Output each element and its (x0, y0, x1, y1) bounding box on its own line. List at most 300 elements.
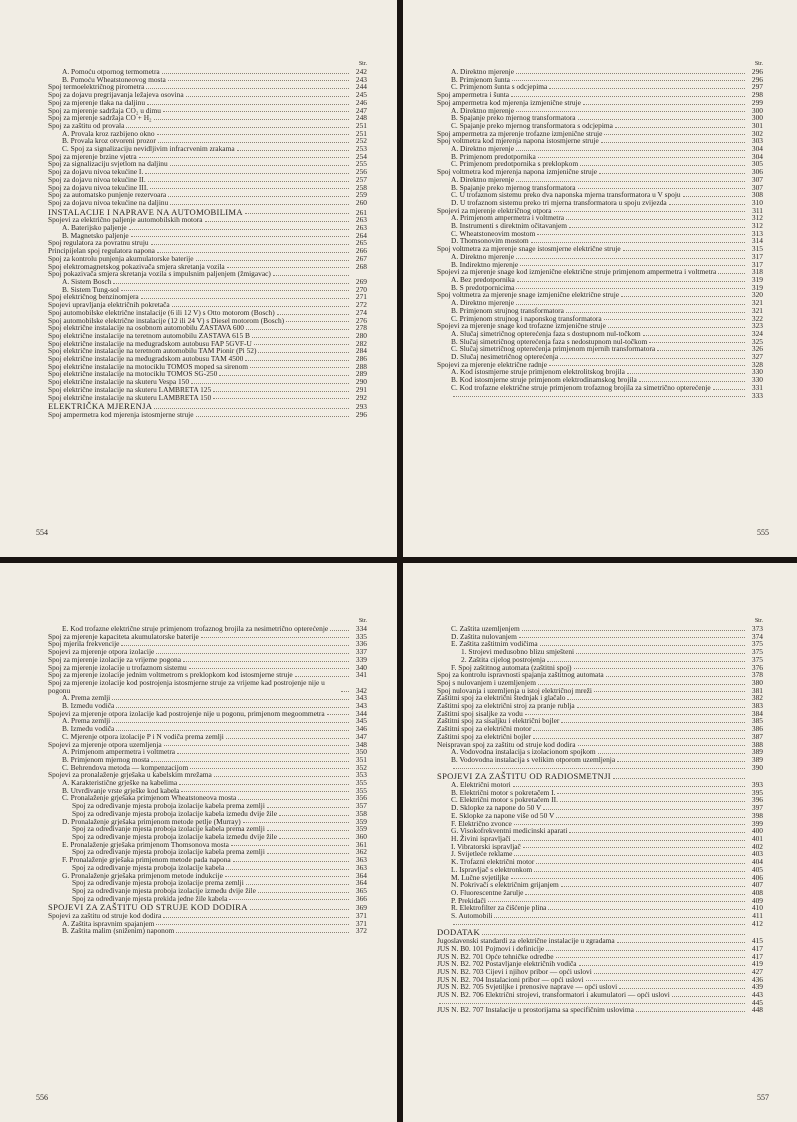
entry-title: B. Primjenom šunta (451, 74, 510, 84)
entry-page: 268 (355, 261, 367, 271)
dot-leader (601, 142, 745, 143)
dot-leader (163, 111, 349, 112)
dot-leader (158, 142, 349, 143)
dot-leader (238, 799, 349, 800)
dot-leader (649, 342, 745, 343)
entry-page: 371 (355, 918, 367, 928)
entry-page: 353 (355, 770, 367, 780)
dot-leader (516, 304, 745, 305)
dot-leader (225, 876, 349, 877)
entry-page: 320 (751, 290, 763, 300)
dot-leader (514, 824, 745, 825)
dot-leader (190, 768, 349, 769)
entry-title: C. Električni motor s pokretačem II. (451, 795, 558, 805)
entry-page: 274 (355, 307, 367, 317)
entry-title: Spoj za dojavu nivoa tekućine II. (48, 174, 146, 184)
entry-page: 292 (355, 392, 367, 402)
entry-title: B. Instrumenti s direktnim očitavanjem (451, 221, 567, 231)
entry-title: Spoj s nulovanjem i uzemljenjem (437, 677, 536, 687)
dot-leader (213, 398, 349, 399)
entry-title: Spojevi za pronalaženje grješaka u kabelskim mrežama (48, 770, 212, 780)
entry-page: 405 (751, 864, 763, 874)
entry-title: Spoj voltmetra kod mjerenja napona izmjenične struje (437, 167, 598, 177)
entry-page: 307 (751, 174, 763, 184)
entry-title: B. Provala kroz otvoreni prozor (62, 136, 156, 146)
entry-title: Spoj termoelektričnog pirometra (48, 82, 145, 92)
toc-entry (48, 895, 367, 903)
entry-title: C. Spoj za signalizaciju nevidljivim infracrvenim zrakama (62, 144, 235, 154)
dot-leader (168, 80, 349, 81)
entry-title: D. Pronalaženje grješaka primjenom metode petlje (Murray) (62, 816, 241, 826)
entry-page: 306 (751, 167, 763, 177)
dot-leader (636, 1011, 745, 1012)
dot-leader (516, 73, 745, 74)
dot-leader (150, 188, 349, 189)
entry-title: Spojevi za mjerenje električnog otpora (437, 205, 552, 215)
entry-title: C. Mjerenje otpora izolacije P i N vodiča prema zemlji (62, 731, 224, 741)
page-number: 554 (36, 528, 48, 537)
entry-title: Spoj električne instalacije na motociklu TOMOS SG-250 (48, 369, 218, 379)
entry-page: 263 (355, 215, 367, 225)
entry-title: P. Prekidači (451, 895, 486, 905)
entry-page: 322 (751, 313, 763, 323)
entry-title: Spoj za dojavu pregrijavanja ležajeva osovina (48, 90, 184, 100)
entry-page: 345 (355, 716, 367, 726)
entry-page: 314 (751, 236, 763, 246)
entry-title: Spoj električnog benzinomjera (48, 292, 139, 302)
page-556 (0, 563, 397, 1122)
toc-entry (437, 764, 763, 772)
dot-leader (191, 383, 349, 384)
entry-page: 291 (355, 384, 367, 394)
entry-page: 317 (751, 251, 763, 261)
dot-leader (578, 188, 745, 189)
entry-title: Spoj elektromagnetskog pokazivača smjera skretanja vozila (48, 261, 225, 271)
dot-leader (214, 776, 349, 777)
entry-title: Spoj električne instalacije na motociklu TOMOS moped sa sirenom (48, 361, 249, 371)
entry-title: F. Pronalaženje grješaka primjenom metode pada napona (62, 855, 231, 865)
toc-list (48, 617, 367, 935)
toc-entry (437, 756, 763, 764)
dot-leader (513, 786, 745, 787)
entry-title: E. Pronalaženje grješaka primjenom Thomsonova mosta (62, 839, 229, 849)
entry-page: 272 (355, 300, 367, 310)
entry-title: A. Pomoću otpornog termometra (62, 67, 160, 76)
dot-leader (580, 165, 745, 166)
dot-leader (172, 306, 349, 307)
entry-title: B. Magnetsko paljenje (62, 230, 129, 240)
dot-leader (537, 234, 745, 235)
dot-leader (482, 934, 745, 935)
dot-leader (246, 884, 349, 885)
entry-title: B. S predotpornicima (451, 282, 515, 292)
entry-page: 411 (752, 911, 763, 921)
entry-title: C. Pronalaženje grješaka primjenom Wheatstoneova mosta (62, 793, 237, 803)
entry-title: Neispravan spoj za zaštitu od struje kod dodira (437, 739, 576, 749)
dot-leader (604, 134, 745, 135)
dot-leader (246, 329, 349, 330)
entry-title: G. Pronalaženje grješaka primjenom metode indukcije (62, 870, 223, 880)
dot-leader (538, 684, 745, 685)
entry-title: N. Pokrivači s električnim grijanjem (451, 880, 559, 890)
entry-page: 373 (751, 624, 763, 633)
dot-leader (113, 283, 349, 284)
entry-title: JUS N. B2. 703 Cijevi i njihov pribor — opći uslovi (437, 966, 592, 976)
dot-leader (549, 365, 745, 366)
dot-leader (598, 753, 745, 754)
entry-title: JUS N. B2. 704 Instalacioni pribor — opći uslovi (437, 974, 584, 984)
entry-title: INSTALACIJE I NAPRAVE NA AUTOMOBILIMA (48, 206, 243, 217)
dot-leader (556, 957, 745, 958)
dot-leader (583, 104, 745, 105)
dot-leader (170, 204, 349, 205)
entry-title: D. U trofaznom sistemu preko tri mjerna transformatora u spoju zvijezda (451, 197, 667, 207)
entry-title: Spojevi za mjerenje otpora izolacije kad postrojenje nije u pogonu, primjenom megoommetra (48, 708, 325, 718)
entry-title: M. Lučne svjetiljke (451, 872, 509, 882)
entry-page: 288 (355, 361, 367, 371)
dot-leader (129, 229, 349, 230)
entry-title: Spoj za mjerenje kapaciteta akumulatorske baterije (48, 631, 199, 641)
entry-page: 301 (751, 120, 763, 130)
entry-page: 254 (355, 151, 367, 161)
dot-leader (183, 661, 349, 662)
entry-title: JUS N. B2. 705 Svjetiljke i prenosive naprave — opći uslovi (437, 982, 618, 992)
dot-leader (594, 691, 745, 692)
entry-page: 330 (751, 375, 763, 385)
entry-page: 243 (355, 74, 367, 84)
entry-page: 409 (751, 895, 763, 905)
entry-page: 303 (751, 136, 763, 146)
entry-page: 341 (355, 670, 367, 680)
entry-title: A. Sistem Bosch (62, 276, 112, 286)
dot-leader (156, 924, 349, 925)
entry-title: Spoj električne instalacije na skuteru Vespa 150 (48, 377, 190, 387)
dot-leader (531, 242, 745, 243)
dot-leader (514, 855, 745, 856)
entry-page: 363 (355, 855, 367, 865)
page-554 (0, 0, 397, 557)
entry-page: 359 (355, 816, 367, 826)
toc-list (437, 617, 763, 1014)
entry-title: Spoj za određivanje mjesta proboja izolacije prema zemlji (72, 878, 244, 888)
entry-page: 410 (751, 903, 763, 913)
entry-page: 312 (751, 221, 763, 231)
entry-title: JUS N. B0. 101 Pojmovi i definicije (437, 943, 545, 953)
entry-page: 393 (751, 780, 763, 790)
entry-title: JUS N. B2. 706 Električni strojevi, transformatori i akumulatori — opći uslovi (437, 990, 670, 1000)
dot-leader (520, 265, 745, 266)
entry-page: 251 (355, 128, 367, 138)
entry-page: 248 (355, 113, 367, 123)
entry-title: A. Električni motori (451, 780, 511, 790)
entry-title: H. Živini ispravljači (451, 833, 511, 843)
entry-page: 260 (355, 197, 367, 207)
entry-page: 364 (355, 870, 367, 880)
dot-leader (516, 181, 745, 182)
dot-leader (516, 288, 745, 289)
toc-entry (48, 199, 367, 207)
entry-title: Spoj voltmetra za mjerenje snage istosmjerne električne struje (437, 244, 621, 254)
entry-title: JUS N. B2. 701 Opće tehničke odredbe (437, 951, 554, 961)
dot-leader (639, 381, 745, 382)
entry-title: A. Primjenom ampermetra i voltmetra (451, 213, 565, 223)
entry-title: Spoj za automatsko punjenje rezervoara (48, 190, 167, 200)
dot-leader (273, 275, 349, 276)
entry-title: L. Ispravljač s elektronkom (451, 864, 533, 874)
entry-page: 382 (751, 693, 763, 703)
entry-title: C. Primjenom predotpornika s preklopkom (451, 159, 579, 169)
dot-leader (567, 699, 745, 700)
dot-leader (516, 150, 745, 151)
entry-page: 252 (355, 136, 367, 146)
entry-title: I. Vibratorski ispravljač (451, 841, 521, 851)
dot-leader (606, 676, 745, 677)
dot-leader (525, 894, 745, 895)
entry-page: 427 (751, 966, 763, 976)
dot-leader (657, 350, 745, 351)
entry-page: 278 (355, 323, 367, 333)
entry-title: Spoj za kontrolu punjenja akumulatorske baterije (48, 253, 194, 263)
entry-title: Spoj automobilske električne instalacije (12 ili 24 V) s Diesel motorom (Bosch) (48, 315, 285, 325)
dot-leader (177, 753, 349, 754)
entry-page: 445 (751, 997, 763, 1007)
entry-title: Spoj za mjerenje tlaka na daljinu (48, 97, 146, 107)
entry-page: 357 (355, 801, 367, 811)
entry-page: 371 (355, 911, 367, 921)
entry-page: 340 (355, 662, 367, 672)
dot-leader (176, 932, 349, 933)
entry-page: 263 (355, 223, 367, 233)
dot-leader (252, 337, 349, 338)
dot-leader (617, 942, 745, 943)
entry-title: B. Između vodiča (62, 701, 115, 711)
page-number: 555 (757, 528, 769, 537)
dot-leader (186, 96, 349, 97)
entry-title: A. Karakteristične grješke na kabelima (62, 778, 178, 788)
dot-leader (189, 668, 349, 669)
entry-page: 308 (751, 190, 763, 200)
entry-page: 265 (355, 238, 367, 248)
entry-page: 395 (751, 787, 763, 797)
str-column-label: Str. (754, 61, 763, 67)
entry-page: 375 (751, 647, 763, 657)
entry-page: 321 (751, 305, 763, 315)
entry-title: A. Direktno mjerenje (451, 67, 515, 76)
dot-leader (561, 886, 745, 887)
entry-page: 267 (355, 253, 367, 263)
dot-leader (546, 950, 745, 951)
dot-leader (533, 730, 745, 731)
entry-title: R. Elektrofilter za čišćenje plina (451, 903, 547, 913)
dot-leader (126, 127, 349, 128)
dot-leader (548, 909, 745, 910)
dot-leader (536, 863, 745, 864)
entry-title: C. Spajanje preko mjernog transformatora s odcjepima (451, 120, 613, 130)
entry-page: 390 (751, 762, 763, 772)
entry-title: C. Primjenom šunta s odcjepima (451, 82, 548, 92)
dot-leader (569, 832, 745, 833)
dot-leader (279, 838, 349, 839)
dot-leader (157, 134, 349, 135)
entry-title: G. Visokofrekventni medicinski aparati (451, 826, 568, 836)
dot-leader (561, 722, 745, 723)
entry-title: C. Wheatstoneovim mostom (451, 228, 536, 238)
entry-page: 244 (355, 82, 367, 92)
entry-title: Spojevi upravljanja električnih pokretača (48, 300, 170, 310)
dot-leader (163, 917, 349, 918)
toc-entry (437, 1006, 763, 1014)
entry-page: 317 (751, 259, 763, 269)
entry-page: 326 (751, 344, 763, 354)
dot-leader (516, 258, 745, 259)
entry-page: 246 (355, 97, 367, 107)
str-column-label: Str. (358, 61, 367, 67)
entry-page: 297 (751, 82, 763, 92)
dot-leader (179, 784, 349, 785)
entry-page: 404 (751, 857, 763, 867)
entry-page: 363 (355, 862, 367, 872)
dot-leader (453, 924, 745, 925)
entry-page: 337 (355, 647, 367, 657)
entry-title: A. Zaštita ispravnim spajanjem (62, 918, 155, 928)
entry-title: Spoj za mjerenje sadržaja CO₂ u dimu (48, 105, 161, 115)
entry-page: 251 (355, 120, 367, 130)
dot-leader (254, 344, 349, 345)
dot-leader (604, 319, 745, 320)
entry-title: Spoj mjerila frekvencije (48, 639, 120, 649)
dot-leader (154, 408, 349, 409)
dot-leader (151, 244, 349, 245)
dot-leader (145, 173, 349, 174)
entry-page: 347 (355, 731, 367, 741)
entry-title: S. Automobili (451, 911, 493, 921)
entry-title: B. Sistem Tung-sol (62, 284, 119, 294)
entry-page: 343 (355, 701, 367, 711)
entry-title: SPOJEVI ZA ZAŠTITU OD RADIOSMETNJI (437, 771, 611, 782)
entry-page: 346 (355, 724, 367, 734)
entry-title: Spoj električne instalacije na skuteru LAMBRETA 125 (48, 384, 212, 394)
toc-entry (437, 912, 763, 920)
entry-page: 336 (355, 639, 367, 649)
entry-page: 375 (751, 639, 763, 649)
str-column-label: Str. (754, 618, 763, 624)
entry-title: D. Thomsonovim mostom (451, 236, 529, 246)
dot-leader (258, 352, 349, 353)
entry-page: 256 (355, 167, 367, 177)
entry-page: 286 (355, 354, 367, 364)
entry-title: Spoj voltmetra kod mjerenja napona istosmjerne struje (437, 136, 599, 146)
dot-leader (538, 157, 745, 158)
entry-page: 245 (355, 90, 367, 100)
entry-page: 408 (751, 887, 763, 897)
entry-page: 389 (751, 747, 763, 757)
toc-entry (437, 392, 763, 400)
entry-page: 304 (751, 151, 763, 161)
entry-page: 276 (355, 315, 367, 325)
entry-title: Spoj za kontrolu ispravnosti spajanja zaštitnog automata (437, 670, 604, 680)
entry-page: 387 (751, 731, 763, 741)
entry-page: 402 (751, 841, 763, 851)
entry-title: Spoj električne instalacije na osobnom automobilu ZASTAVA 600 (48, 323, 244, 333)
toc-entry (48, 394, 367, 402)
entry-title: JUS N. B2. 702 Postavljanje električnih vodiča (437, 959, 577, 969)
entry-title: SPOJEVI ZA ZAŠTITU OD STRUJE KOD DODIRA (48, 902, 248, 913)
entry-title: Spoj za mjerenje izolacije za vrijeme pogona (48, 654, 181, 664)
dot-leader (196, 260, 349, 261)
dot-leader (453, 768, 745, 769)
dot-leader (229, 899, 349, 900)
page-557 (403, 563, 797, 1122)
entry-page: 383 (751, 701, 763, 711)
entry-title: B. Primjenom predotpornika (451, 151, 536, 161)
dot-leader (594, 973, 745, 974)
dot-leader (245, 213, 349, 214)
entry-page: 388 (751, 739, 763, 749)
dot-leader (683, 196, 745, 197)
entry-page: 296 (751, 67, 763, 76)
dot-leader (151, 761, 349, 762)
entry-title: B. Indirektno mjerenje (451, 259, 519, 269)
entry-title: Zaštitni spoj sisaljke za vodu (437, 708, 523, 718)
entry-title: Spoj za određivanje mjesta proboja izolacije kabela prema zemlji (72, 847, 265, 857)
entry-title: Zaštitni spoj za električni stroj za pranje rublja (437, 701, 575, 711)
dot-leader (643, 335, 745, 336)
entry-page: 350 (355, 747, 367, 757)
dot-leader (511, 878, 745, 879)
entry-title: A. Baterijsko paljenje (62, 223, 127, 233)
dot-leader (522, 630, 745, 631)
dot-leader (615, 127, 745, 128)
entry-page: 331 (751, 382, 763, 392)
entry-title: B. Između vodiča (62, 724, 115, 734)
dot-leader (576, 653, 745, 654)
entry-title: Spojevi za mjerenje otpora uzemljenja (48, 739, 162, 749)
entry-title: A. Direktno mjerenje (451, 251, 515, 261)
entry-page: 310 (751, 197, 763, 207)
entry-title: Spoj regulatora za povratnu struju (48, 238, 149, 248)
dot-leader (116, 707, 349, 708)
entry-page: 261 (355, 207, 367, 217)
entry-title: B. Pomoću Wheatstoneovog mosta (62, 74, 166, 84)
dot-leader (569, 227, 745, 228)
entry-title: DODATAK (437, 927, 480, 938)
entry-title: Spojevi za mjerenje snage kod izmjenične električne struje primjenom ampermetra i voltmetra (437, 267, 717, 277)
entry-title: Spoj za mjerenje izolacije jednim voltmetrom s preklopkom kod istosmjerne struje (48, 670, 293, 680)
entry-title: Spoj električne instalacije na međugradskom autobusu FAP 5GVF-U (48, 338, 252, 348)
entry-page: 365 (355, 885, 367, 895)
dot-leader (295, 676, 349, 677)
dot-leader (196, 416, 349, 417)
entry-title: Principijelan spoj regulatora napona (48, 246, 155, 256)
entry-page: 374 (751, 631, 763, 641)
entry-title: Spoj električne instalacije na teretnom automobilu ZASTAVA 615 B (48, 330, 250, 340)
dot-leader (560, 801, 745, 802)
dot-leader (512, 80, 745, 81)
dot-leader (201, 637, 349, 638)
dot-leader (131, 236, 349, 237)
entry-page: 324 (751, 328, 763, 338)
toc-entry (437, 991, 763, 999)
entry-page: 360 (355, 831, 367, 841)
dot-leader (513, 840, 745, 841)
dot-leader (237, 150, 349, 151)
toc-entry (437, 920, 763, 928)
dot-leader (586, 980, 745, 981)
dot-leader (286, 321, 349, 322)
entry-page: 355 (355, 778, 367, 788)
entry-page: 401 (751, 833, 763, 843)
dot-leader (566, 219, 745, 220)
